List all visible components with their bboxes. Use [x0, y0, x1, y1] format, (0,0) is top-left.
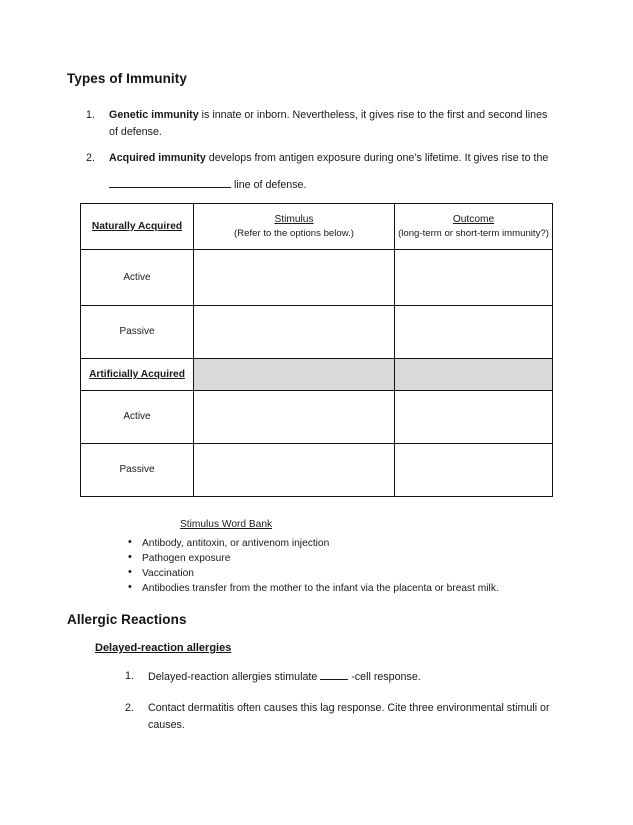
list-item	[86, 150, 556, 167]
row-label-artificially-acquired	[81, 359, 194, 391]
answer-cell-outcome[interactable]	[395, 306, 553, 359]
list-item-number: 2.	[86, 152, 95, 164]
list-item-number: 2.	[125, 702, 134, 714]
word-bank-title: Stimulus Word Bank	[180, 519, 273, 530]
list-item-text: Contact dermatitis often causes this lag response. Cite three environmental stimuli or causes.	[148, 702, 550, 731]
list-item-number: 1.	[86, 109, 95, 121]
header-stimulus-note: (Refer to the options below.)	[234, 227, 354, 239]
list-item-rest: is innate or inborn. Nevertheless, it gives rise to the first and second lines of defense.	[109, 109, 548, 138]
answer-blank[interactable]	[320, 668, 348, 680]
list-item	[128, 566, 194, 581]
table-row	[81, 250, 553, 306]
bullet-icon: •	[128, 581, 132, 593]
list-item	[128, 551, 230, 566]
bullet-icon: •	[128, 551, 132, 563]
list-item	[128, 536, 329, 551]
immunity-table	[80, 203, 553, 497]
answer-cell-stimulus[interactable]	[194, 306, 395, 359]
table-header-row	[81, 204, 553, 250]
list-item	[125, 700, 565, 734]
question-text-pre: Delayed-reaction allergies stimulate	[148, 671, 321, 683]
row-label-passive-natural: Passive	[81, 306, 194, 359]
answer-cell-outcome[interactable]	[395, 391, 553, 444]
row-label-passive-artificial: Passive	[81, 444, 194, 497]
word-bank-item: Pathogen exposure	[142, 553, 231, 564]
page-title: Types of Immunity	[67, 71, 187, 86]
answer-cell-stimulus[interactable]	[194, 391, 395, 444]
header-stimulus: Stimulus	[274, 214, 314, 225]
answer-cell-stimulus[interactable]	[194, 250, 395, 306]
table-header-cell-outcome	[395, 204, 553, 250]
list-item-lead: Acquired immunity	[109, 152, 206, 164]
table-header-cell-stimulus	[194, 204, 395, 250]
table-section-row	[81, 359, 553, 391]
question-text-post: -cell response.	[348, 671, 421, 683]
table-row	[81, 391, 553, 444]
list-item	[125, 668, 555, 686]
list-item-text	[109, 107, 556, 141]
header-artificially-acquired: Artificially Acquired	[89, 368, 185, 380]
list-item-lead: Genetic immunity	[109, 109, 199, 121]
list-item-number: 1.	[125, 670, 134, 682]
section-heading-allergic-reactions: Allergic Reactions	[67, 612, 187, 627]
blank-suffix-text: line of defense.	[231, 179, 307, 191]
header-naturally-acquired: Naturally Acquired	[91, 220, 183, 232]
table-row	[81, 306, 553, 359]
answer-blank[interactable]	[109, 176, 231, 188]
header-outcome-note: (long-term or short-term immunity?)	[398, 227, 549, 239]
word-bank-item: Vaccination	[142, 568, 194, 579]
row-label-active-natural: Active	[81, 250, 194, 306]
subheading-delayed-reaction-allergies: Delayed-reaction allergies	[95, 642, 232, 654]
bullet-icon: •	[128, 536, 132, 548]
answer-cell-outcome[interactable]	[395, 250, 553, 306]
answer-cell-outcome[interactable]	[395, 444, 553, 497]
header-outcome: Outcome	[452, 214, 495, 225]
list-item	[86, 107, 556, 141]
row-label-active-artificial: Active	[81, 391, 194, 444]
shaded-cell	[194, 359, 395, 391]
table-header-cell-type	[81, 204, 194, 250]
shaded-cell	[395, 359, 553, 391]
word-bank-item: Antibody, antitoxin, or antivenom injection	[142, 538, 330, 549]
list-item-text	[148, 668, 555, 686]
word-bank-item: Antibodies transfer from the mother to the infant via the placenta or breast milk.	[142, 583, 499, 594]
table-row	[81, 444, 553, 497]
fill-in-blank-line	[109, 176, 549, 194]
answer-cell-stimulus[interactable]	[194, 444, 395, 497]
list-item-text	[109, 150, 556, 167]
list-item	[128, 581, 499, 596]
list-item-rest: develops from antigen exposure during one’s lifetime. It gives rise to the	[205, 152, 549, 164]
bullet-icon: •	[128, 566, 132, 578]
